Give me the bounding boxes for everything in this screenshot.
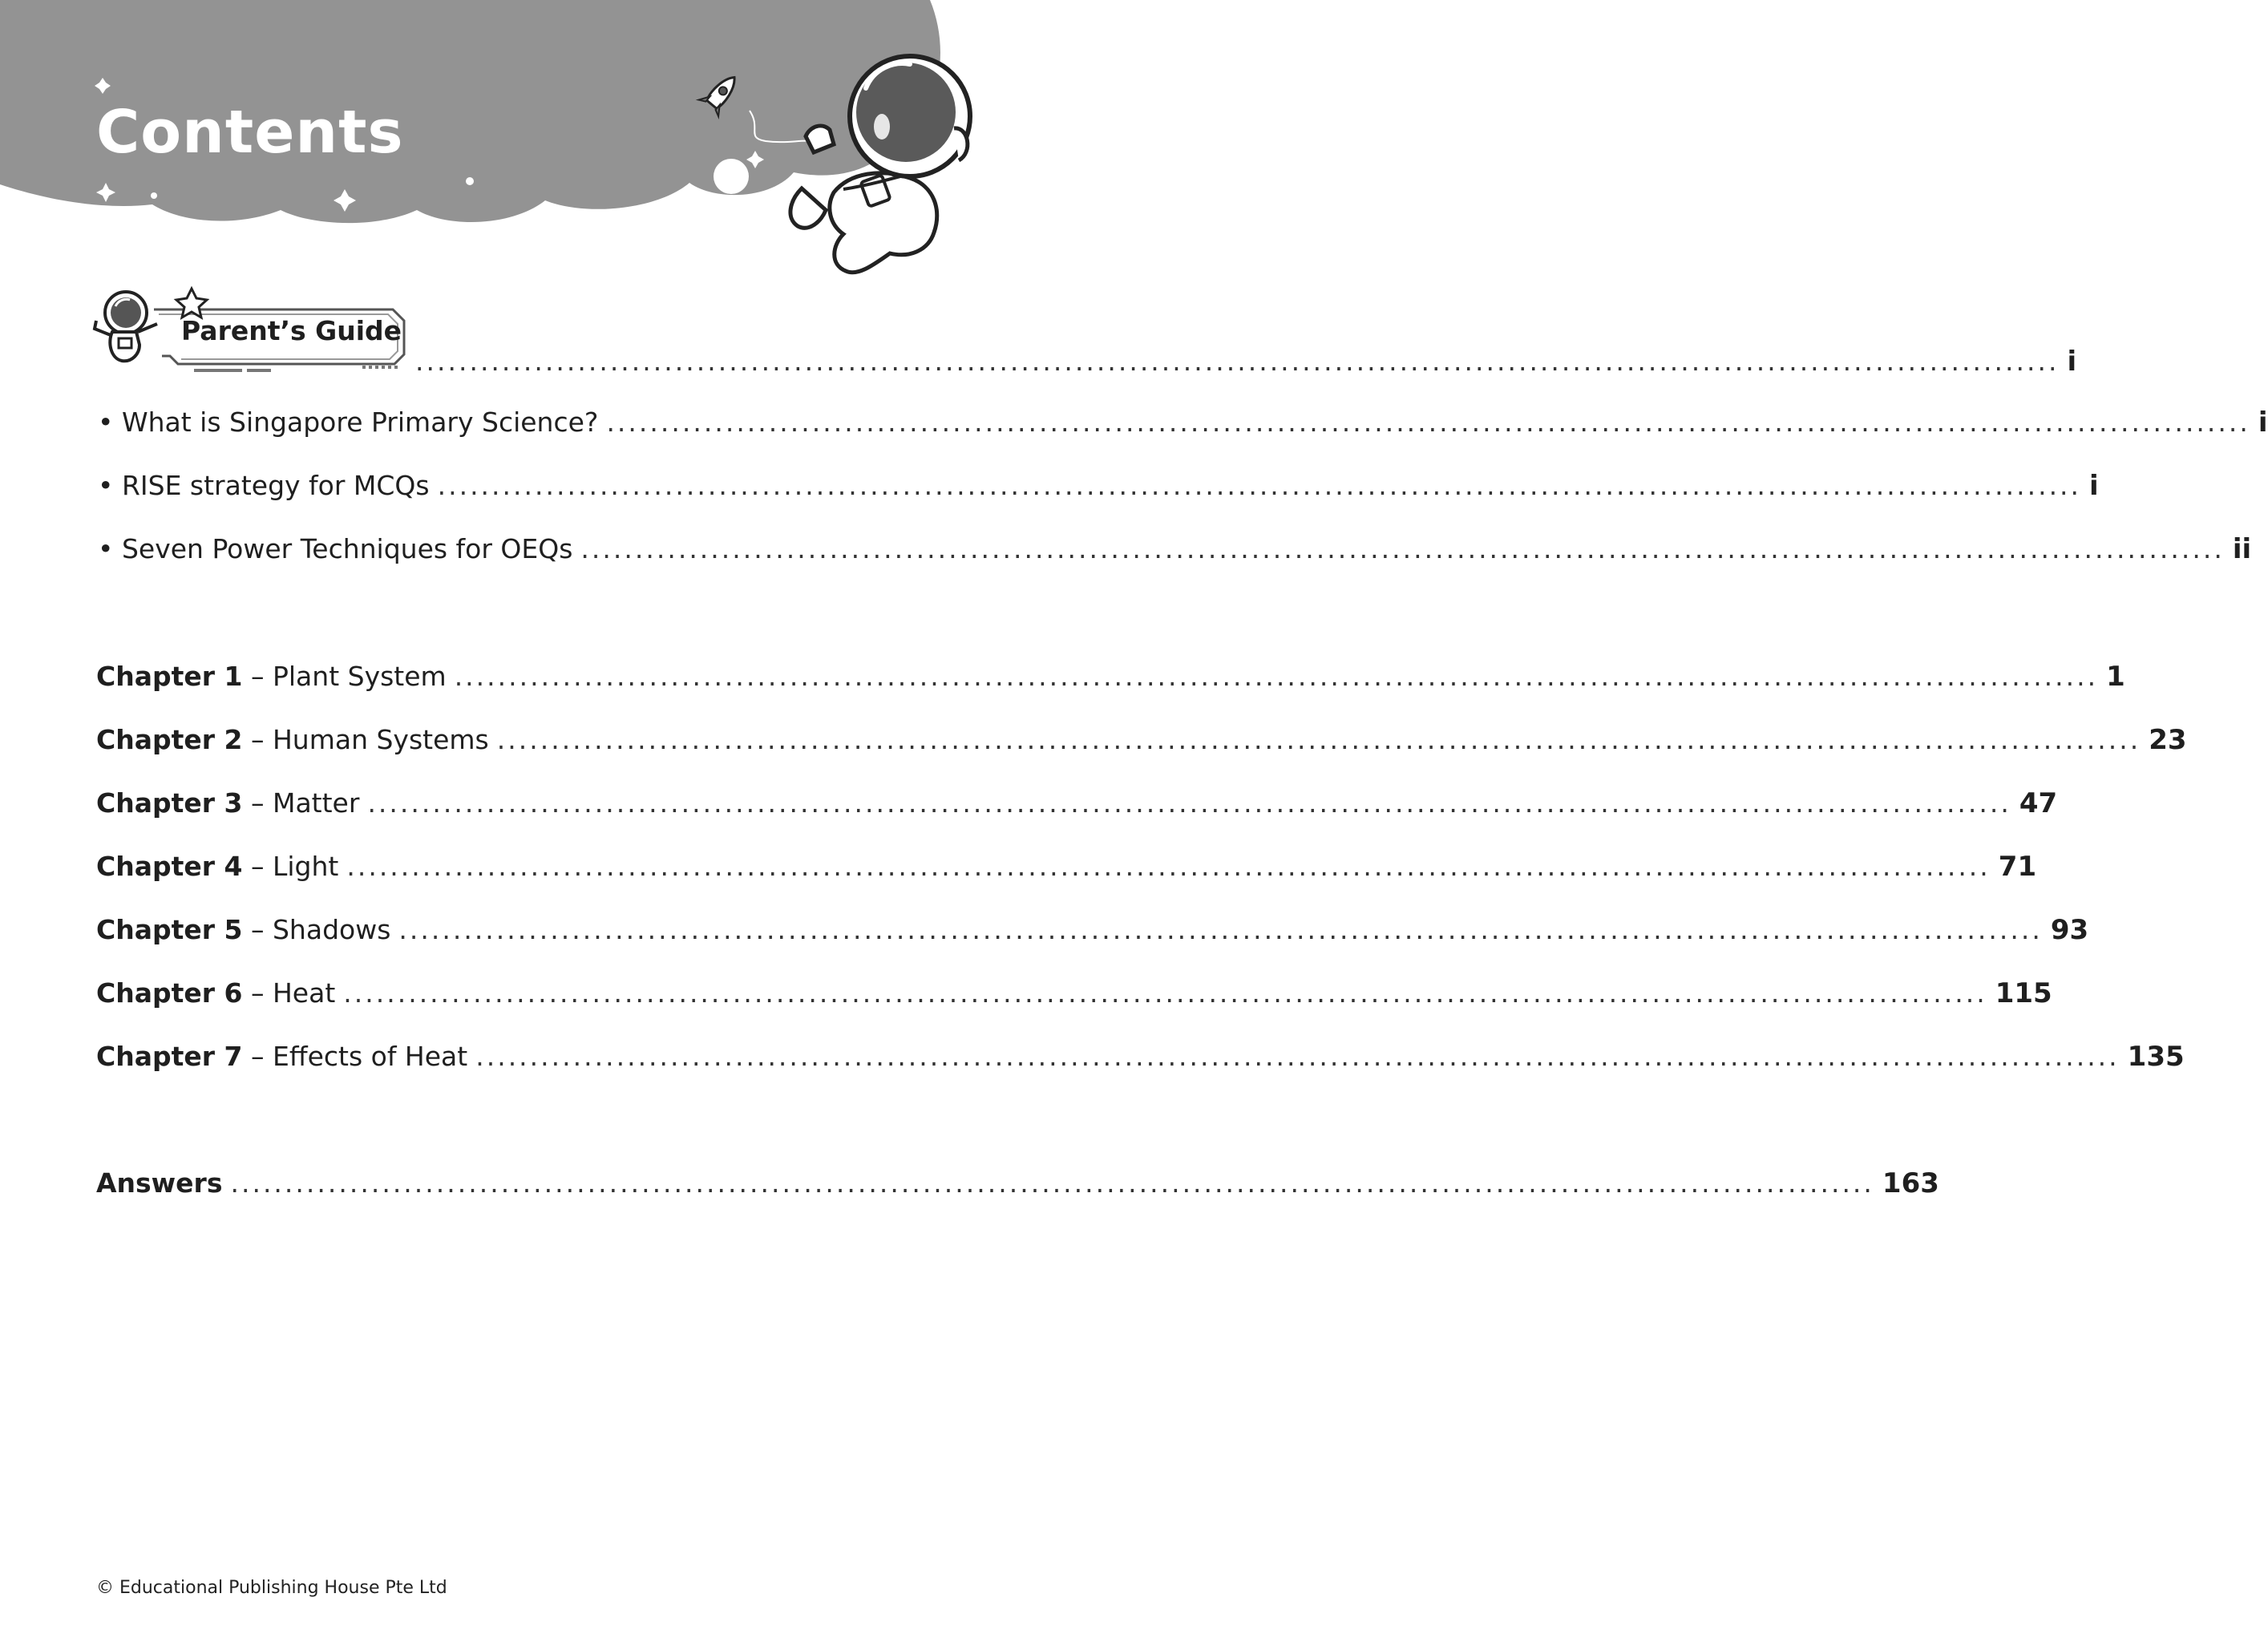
page-number: ii bbox=[2232, 533, 2252, 565]
chapter-label: Chapter 3 – Matter bbox=[96, 787, 360, 819]
page-number: 71 bbox=[1998, 851, 2037, 883]
toc-item-label: • Seven Power Techniques for OEQs bbox=[98, 533, 573, 564]
dot-leader: ........................................................................................................................................................ bbox=[343, 977, 1987, 1009]
page-number: 23 bbox=[2149, 724, 2187, 756]
answers-label: Answers bbox=[96, 1167, 223, 1199]
star-icon bbox=[176, 289, 207, 317]
dot-leader: ........................................................................................................................................................ bbox=[580, 533, 2225, 564]
page-number: 1 bbox=[2106, 661, 2125, 693]
chapter-label: Chapter 2 – Human Systems bbox=[96, 724, 489, 755]
chapter-label: Chapter 5 – Shadows bbox=[96, 914, 391, 945]
parents-guide-label: Parent’s Guide bbox=[181, 315, 402, 346]
dot-leader: ........................................................................................................................................................ bbox=[606, 406, 2250, 438]
toc-row-parents-guide[interactable] bbox=[407, 343, 2077, 380]
toc-row-guide-item[interactable] bbox=[96, 404, 2268, 441]
toc-row-guide-item[interactable] bbox=[96, 467, 2099, 504]
dot-leader: ........................................................................................................................................................ bbox=[230, 1167, 1874, 1199]
toc-row-chapter-6[interactable] bbox=[96, 975, 2052, 1012]
dot-leader: ........................................................................................................................................................ bbox=[367, 787, 2011, 819]
dot-leader: ........................................................................................................................................................ bbox=[346, 851, 1991, 882]
dot-leader: ........................................................................................................................................................ bbox=[398, 914, 2043, 945]
dot-leader: ........................................................................................................................................................ bbox=[454, 661, 2099, 692]
toc-item-label: • What is Singapore Primary Science? bbox=[98, 406, 599, 438]
page-number: i bbox=[2067, 346, 2077, 378]
copyright-footer: © Educational Publishing House Pte Ltd bbox=[96, 1578, 447, 1598]
chapter-label: Chapter 1 – Plant System bbox=[96, 661, 447, 692]
page-number: i bbox=[2258, 406, 2268, 439]
toc-row-answers[interactable] bbox=[96, 1165, 1939, 1202]
page-number: 115 bbox=[1995, 977, 2052, 1009]
page-number: 135 bbox=[2127, 1041, 2185, 1073]
toc-item-label: • RISE strategy for MCQs bbox=[98, 470, 430, 501]
dot-leader: ........................................................................................................................................................ bbox=[496, 724, 2141, 755]
page-number: 47 bbox=[2019, 787, 2058, 819]
chapter-label: Chapter 6 – Heat bbox=[96, 977, 336, 1009]
toc-row-guide-item[interactable] bbox=[96, 531, 2252, 568]
toc-row-chapter-3[interactable] bbox=[96, 785, 2058, 822]
page-number: 93 bbox=[2050, 914, 2089, 946]
page-number: i bbox=[2089, 470, 2099, 502]
dot-leader: ........................................................................................................................................................ bbox=[415, 346, 2060, 377]
toc-row-chapter-2[interactable] bbox=[96, 722, 2187, 758]
chapter-label: Chapter 7 – Effects of Heat bbox=[96, 1041, 468, 1072]
toc-row-chapter-7[interactable] bbox=[96, 1038, 2185, 1075]
toc-row-chapter-1[interactable] bbox=[96, 658, 2125, 695]
toc-row-chapter-5[interactable] bbox=[96, 912, 2089, 948]
astronaut-icon bbox=[95, 292, 157, 361]
toc-row-chapter-4[interactable] bbox=[96, 848, 2037, 885]
dot-leader: ........................................................................................................................................................ bbox=[437, 470, 2082, 501]
page-number: 163 bbox=[1882, 1167, 1939, 1199]
page-title: Contents bbox=[96, 98, 404, 167]
chapter-label: Chapter 4 – Light bbox=[96, 851, 339, 882]
dot-leader: ........................................................................................................................................................ bbox=[475, 1041, 2120, 1072]
